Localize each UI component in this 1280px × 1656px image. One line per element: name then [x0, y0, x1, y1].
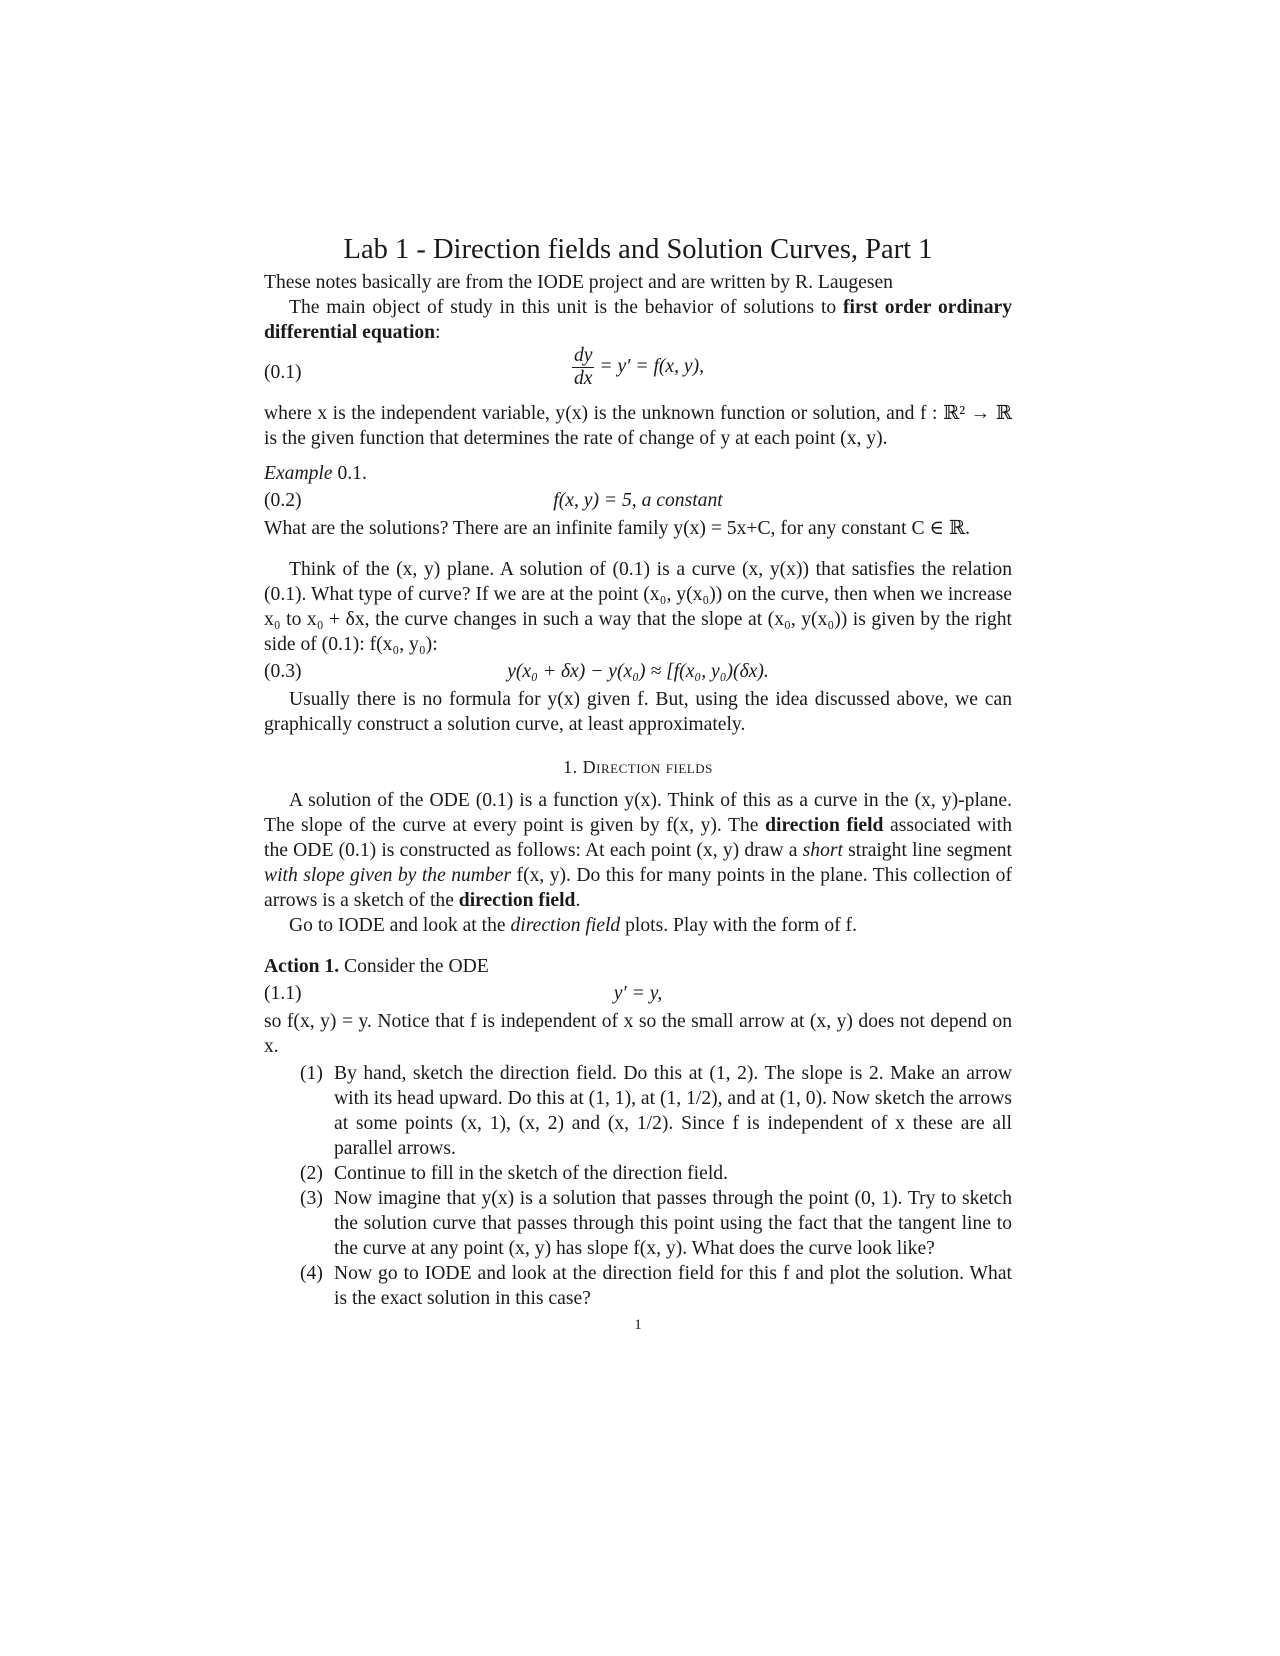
- text-run: Go to IODE and look at the: [289, 915, 511, 936]
- list-marker: (4): [300, 1263, 323, 1284]
- list-item-text: Now imagine that y(x) is a solution that passes through the point (0, 1). Try to sketch the solution curve that passes through this point using the fact that the tangent line to the curve at any point (x, y) has slope f(x, y). What does the curve look like?: [334, 1188, 1012, 1259]
- italic-term: short: [802, 840, 843, 861]
- list-item-text: Now go to IODE and look at the direction field for this f and plot the solution. What is the exact solution in this case?: [334, 1263, 1012, 1309]
- direction-field-paragraph: [264, 788, 1012, 913]
- list-item: [264, 1186, 1012, 1261]
- action-heading: [264, 954, 1012, 979]
- equation-body: y′ = y,: [613, 983, 663, 1004]
- where-paragraph: where x is the independent variable, y(x) is the unknown function or solution, and f : ℝ² → ℝ is the given function that determines the rate of change of y at each point (x, y).: [264, 403, 1012, 449]
- example-heading: [264, 461, 1012, 486]
- goto-paragraph: [264, 913, 1012, 938]
- list-marker: (1): [300, 1063, 323, 1084]
- derivative-fraction: [572, 345, 595, 390]
- fraction-numerator: dy: [573, 345, 593, 366]
- text-run: A solution of the ODE (0.1) is a function y(x). Think of this as a curve in the (x, y)-plane. The slope of the curve at every point is given by f(x, y). The: [264, 790, 1012, 836]
- page-title: Lab 1 - Direction fields and Solution Curves, Part 1: [343, 234, 933, 265]
- bold-term: direction field: [765, 815, 884, 836]
- action-list: [264, 1061, 1012, 1311]
- equation-number: (1.1): [264, 983, 302, 1004]
- equation-0-1: [264, 345, 1012, 401]
- usually-paragraph: Usually there is no formula for y(x) given f. But, using the idea discussed above, we can graphically construct a solution curve, at least approximately.: [264, 689, 1012, 735]
- source-note: These notes basically are from the IODE project and are written by R. Laugesen: [264, 272, 893, 293]
- list-item: [264, 1161, 1012, 1186]
- so-paragraph: so f(x, y) = y. Notice that f is independent of x so the small arrow at (x, y) does not depend on x.: [264, 1011, 1012, 1057]
- section-heading: 1. Direction fields: [563, 757, 713, 777]
- italic-term: direction field: [510, 915, 621, 936]
- equation-1-1: [264, 979, 1012, 1009]
- list-item: [264, 1261, 1012, 1311]
- bold-term: direction field: [458, 890, 576, 911]
- page-number: 1: [634, 1317, 642, 1333]
- list-item: [264, 1061, 1012, 1161]
- equation-number: (0.1): [264, 362, 302, 383]
- example-label: Example: [264, 463, 333, 484]
- equation-0-3: [264, 657, 1012, 687]
- intro-bold-term: first order ordinary differential equation: [264, 297, 1012, 343]
- list-item-text: Continue to fill in the sketch of the direction field.: [334, 1163, 728, 1184]
- intro-paragraph: [264, 295, 1012, 345]
- text-run: .: [575, 890, 581, 911]
- equation-body: = y′ = f(x, y),: [599, 356, 705, 377]
- fraction-denominator: dx: [573, 368, 593, 389]
- document-page: [264, 232, 1012, 1338]
- text-run: f(x, y). Do this for many points in the plane. This collection of arrows is a sketch of the: [264, 865, 1012, 911]
- solutions-paragraph: What are the solutions? There are an infinite family y(x) = 5x+C, for any constant C ∈ ℝ.: [264, 518, 970, 539]
- equation-body: f(x, y) = 5, a constant: [553, 490, 723, 511]
- action-label: Action 1.: [264, 956, 340, 977]
- example-number: 0.1.: [337, 463, 367, 484]
- text-run: plots. Play with the form of f.: [620, 915, 857, 936]
- equation-0-2: [264, 486, 1012, 516]
- text-run: straight line segment: [842, 840, 1013, 861]
- list-item-text: By hand, sketch the direction field. Do this at (1, 2). The slope is 2. Make an arrow with its head upward. Do this at (1, 1), at (1, 1/2), and at (1, 0). Now sketch the arrows at some points (x, 1), (x, 2) and (x, 1/2). Since f is independent of x these are all parallel arrows.: [334, 1063, 1013, 1159]
- list-marker: (3): [300, 1188, 323, 1209]
- intro-text: The main object of study in this unit is the behavior of solutions to: [289, 297, 844, 318]
- text-run: associated with the ODE (0.1) is constructed as follows: At each point (x, y) draw a: [264, 815, 1012, 861]
- equation-number: (0.3): [264, 661, 302, 682]
- action-text: Consider the ODE: [339, 956, 489, 977]
- equation-body: y(x₀ + δx) − y(x₀) ≈ [f(x₀, y₀)(δx).: [507, 661, 769, 682]
- intro-colon: :: [435, 322, 441, 343]
- equation-number: (0.2): [264, 490, 302, 511]
- list-marker: (2): [300, 1163, 323, 1184]
- think-paragraph: Think of the (x, y) plane. A solution of (0.1) is a curve (x, y(x)) that satisfies the relation (0.1). What type of curve? If we are at the point (x₀, y(x₀)) on the curve, then when we increase x₀ to x₀ + δx, the curve changes in such a way that the slope at (x₀, y(x₀)) is given by the right side of (0.1): f(x₀, y₀):: [264, 559, 1012, 655]
- italic-term: with slope given by the number: [264, 865, 512, 886]
